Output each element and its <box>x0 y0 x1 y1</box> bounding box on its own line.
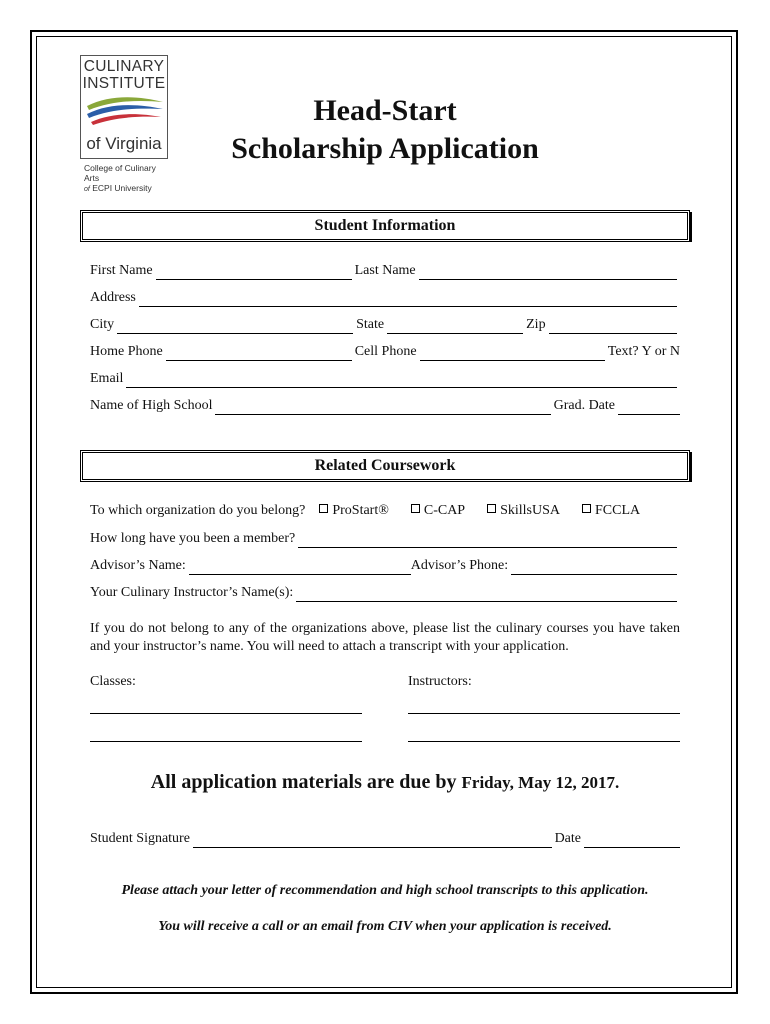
last-name-field[interactable] <box>419 266 677 280</box>
first-name-field[interactable] <box>156 266 352 280</box>
class-field-2[interactable] <box>90 740 362 742</box>
city-field[interactable] <box>117 320 353 334</box>
grad-date-label: Grad. Date <box>553 398 615 413</box>
instructor-row <box>90 584 680 602</box>
email-row <box>90 370 680 388</box>
state-field[interactable] <box>387 320 523 334</box>
document-title <box>200 92 570 168</box>
logo-sub-college: College of Culinary Arts <box>84 163 156 183</box>
title-line-1: Head-Start <box>313 94 457 127</box>
last-name-label: Last Name <box>354 263 416 278</box>
phone-row <box>90 343 680 361</box>
organization-row <box>90 502 680 520</box>
coursework-note: If you do not belong to any of the organizations above, please list the culinary courses you have taken and your instructor’s name. You will need to attach a transcript with your application. <box>90 621 680 654</box>
advisor-row <box>90 557 680 575</box>
advisor-phone-label: Advisor’s Phone: <box>410 558 509 573</box>
membership-field[interactable] <box>298 534 677 548</box>
checkbox-icon[interactable] <box>411 504 420 513</box>
organization-question: To which organization do you belong? <box>90 503 306 518</box>
logo-wordmark <box>81 58 167 92</box>
student-information-heading: Student Information <box>80 210 690 242</box>
instructor-field-1[interactable] <box>408 712 680 714</box>
logo-line-virginia: of Virginia <box>86 134 162 153</box>
classes-label: Classes: <box>90 674 136 689</box>
signature-date-field[interactable] <box>584 834 680 848</box>
city-row <box>90 316 680 334</box>
due-date-notice: All application materials are due by Friday, May 12, 2017. <box>150 771 620 793</box>
due-text: All application materials are due by <box>150 771 457 793</box>
name-row <box>90 262 680 280</box>
logo-subtitle <box>80 163 172 195</box>
class-field-1[interactable] <box>90 712 362 714</box>
advisor-name-label: Advisor’s Name: <box>90 558 186 573</box>
signature-row <box>90 830 680 848</box>
due-date: Friday, May 12, 2017 <box>461 773 615 792</box>
state-label: State <box>356 317 385 332</box>
logo-line-institute: INSTITUTE <box>82 75 166 92</box>
checkbox-icon[interactable] <box>487 504 496 513</box>
cell-phone-field[interactable] <box>420 347 605 361</box>
instructor-names-field[interactable] <box>296 588 677 602</box>
logo-swoosh-icon <box>85 94 165 126</box>
logo-sub-university: of ECPI University <box>84 183 152 193</box>
title-line-2: Scholarship Application <box>231 132 539 165</box>
high-school-label: Name of High School <box>90 398 213 413</box>
email-label: Email <box>90 371 124 386</box>
advisor-phone-field[interactable] <box>511 561 677 575</box>
advisor-name-field[interactable] <box>189 561 411 575</box>
email-field[interactable] <box>126 374 677 388</box>
signature-field[interactable] <box>193 834 552 848</box>
culinary-institute-logo <box>80 55 172 195</box>
address-row <box>90 289 680 307</box>
home-phone-label: Home Phone <box>90 344 163 359</box>
receive-note: You will receive a call or an email from CIV when your application is received. <box>158 919 612 934</box>
high-school-row <box>90 397 680 415</box>
address-field[interactable] <box>139 293 677 307</box>
signature-date-label: Date <box>554 831 581 846</box>
checkbox-icon[interactable] <box>319 504 328 513</box>
instructor-field-2[interactable] <box>408 740 680 742</box>
logo-box <box>80 55 168 159</box>
related-coursework-heading: Related Coursework <box>80 450 690 482</box>
org-option-skillsusa[interactable]: SkillsUSA <box>487 502 560 520</box>
attach-note: Please attach your letter of recommendation and high school transcripts to this application. <box>121 883 649 898</box>
zip-field[interactable] <box>549 320 677 334</box>
instructor-names-label: Your Culinary Instructor’s Name(s): <box>90 585 294 600</box>
checkbox-icon[interactable] <box>582 504 591 513</box>
home-phone-field[interactable] <box>166 347 352 361</box>
city-label: City <box>90 317 115 332</box>
signature-label: Student Signature <box>90 831 190 846</box>
zip-label: Zip <box>526 317 546 332</box>
logo-line-culinary: CULINARY <box>83 58 165 75</box>
org-option-ccap[interactable]: C-CAP <box>411 502 465 520</box>
membership-label: How long have you been a member? <box>90 531 296 546</box>
high-school-field[interactable] <box>215 401 550 415</box>
first-name-label: First Name <box>90 263 153 278</box>
text-question: Text? Y or N <box>607 344 680 359</box>
address-label: Address <box>90 290 136 305</box>
membership-row <box>90 530 680 548</box>
cell-phone-label: Cell Phone <box>354 344 417 359</box>
instructors-label: Instructors: <box>408 674 472 689</box>
org-option-prostart[interactable]: ProStart® <box>319 502 389 520</box>
org-option-fccla[interactable]: FCCLA <box>582 502 640 520</box>
grad-date-field[interactable] <box>618 401 680 415</box>
